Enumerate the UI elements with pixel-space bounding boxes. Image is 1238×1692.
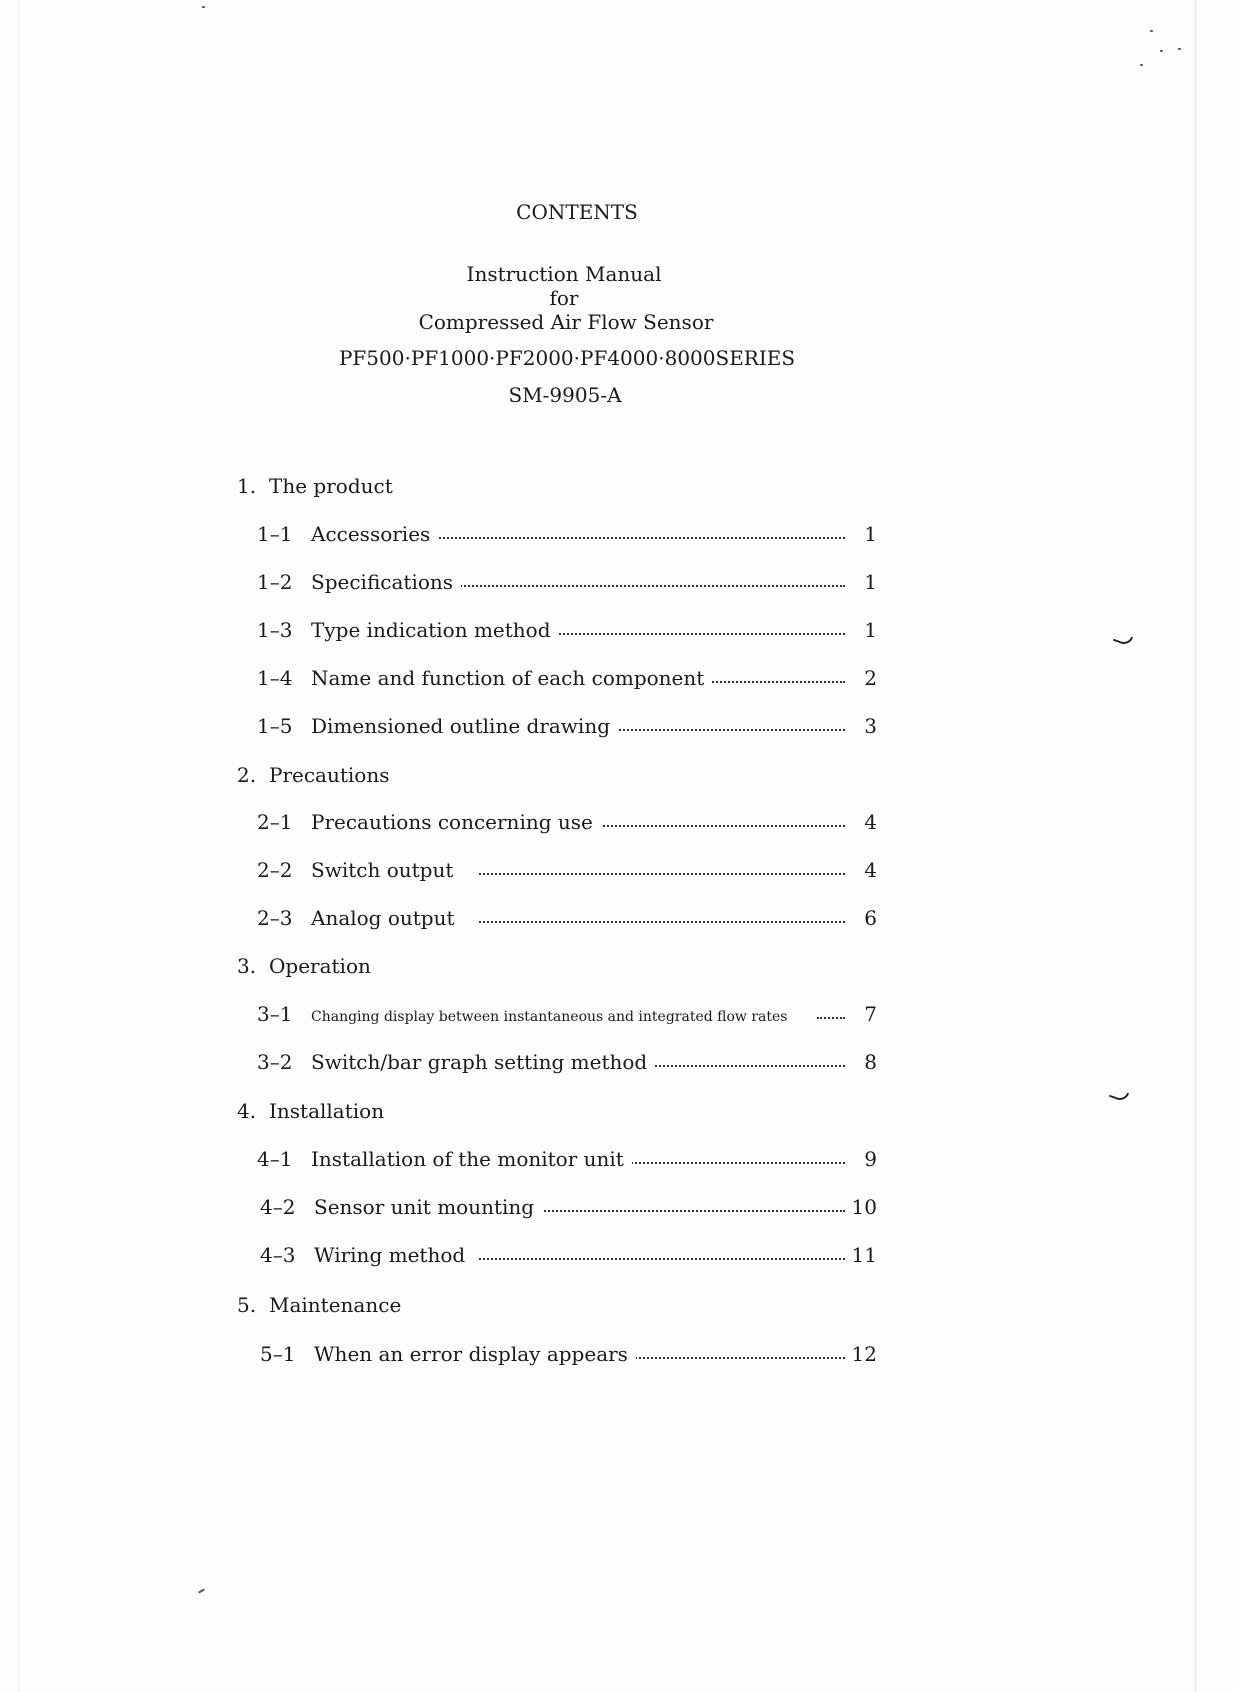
entry-code: 1–3 — [257, 618, 293, 642]
scan-speck — [1140, 64, 1143, 66]
dot-leader — [607, 1162, 845, 1164]
entry-code: 4–1 — [257, 1147, 293, 1171]
toc-entry[interactable] — [257, 1002, 877, 1026]
entry-code: 1–5 — [257, 714, 293, 738]
entry-title: Type indication method — [311, 618, 559, 642]
dot-leader — [582, 825, 845, 827]
entry-title: Sensor unit mounting — [314, 1195, 542, 1219]
document-code: SM-9905-A — [508, 383, 622, 407]
entry-page-number: 1 — [864, 522, 877, 546]
entry-page-number: 11 — [851, 1243, 877, 1267]
toc-entry[interactable] — [257, 1147, 877, 1171]
entry-title: Dimensioned outline drawing — [311, 714, 618, 738]
entry-title: Analog output — [311, 906, 463, 930]
dot-leader — [437, 585, 845, 587]
dot-leader — [535, 633, 845, 635]
dot-leader — [619, 729, 845, 731]
entry-title: Name and function of each component — [311, 666, 712, 690]
toc-entry[interactable] — [257, 1243, 877, 1267]
toc-entry[interactable] — [257, 522, 877, 546]
entry-page-number: 6 — [864, 906, 877, 930]
scan-speck — [202, 6, 205, 8]
entry-title: Switch output — [311, 858, 461, 882]
dot-leader — [479, 921, 845, 923]
dot-leader — [817, 1017, 845, 1019]
entry-title: When an error display appears — [314, 1342, 636, 1366]
entry-page-number: 8 — [864, 1050, 877, 1074]
entry-title: Specifications — [311, 570, 461, 594]
toc-entry[interactable] — [257, 906, 877, 930]
entry-code: 2–2 — [257, 858, 293, 882]
entry-page-number: 12 — [851, 1342, 877, 1366]
scan-speck — [1178, 48, 1181, 50]
scan-speck — [1160, 50, 1163, 52]
entry-title: Wiring method — [314, 1243, 473, 1267]
model-series: PF500·PF1000·PF2000·PF4000·8000SERIES — [338, 346, 796, 370]
dot-leader — [612, 1357, 845, 1359]
scan-speck — [1150, 30, 1153, 32]
section-heading — [237, 1099, 384, 1123]
scan-mark — [1109, 1087, 1129, 1103]
entry-title: Accessories — [311, 522, 438, 546]
manual-title-line2: for — [549, 286, 579, 310]
scan-mark — [1113, 631, 1133, 647]
toc-entry[interactable] — [257, 858, 877, 882]
toc-entry[interactable] — [257, 1050, 877, 1074]
entry-code: 2–1 — [257, 810, 293, 834]
toc-entry[interactable] — [257, 618, 877, 642]
entry-code: 5–1 — [260, 1342, 296, 1366]
section-number: 3. — [237, 954, 257, 978]
toc-entry[interactable] — [257, 1195, 877, 1219]
section-heading — [237, 1293, 401, 1317]
entry-page-number: 4 — [864, 810, 877, 834]
entry-title: Changing display between instantaneous and integrated flow rates — [311, 1005, 796, 1029]
entry-title: Switch/bar graph setting method — [311, 1050, 655, 1074]
section-number: 2. — [237, 763, 257, 787]
dot-leader — [407, 537, 845, 539]
section-number: 4. — [237, 1099, 257, 1123]
toc-entry[interactable] — [257, 666, 877, 690]
dot-leader — [529, 1210, 845, 1212]
scan-edge-left — [18, 0, 19, 1692]
entry-page-number: 1 — [864, 570, 877, 594]
entry-code: 3–1 — [257, 1002, 293, 1026]
entry-code: 2–3 — [257, 906, 293, 930]
toc-entry[interactable] — [257, 570, 877, 594]
section-heading — [237, 954, 371, 978]
dot-leader — [635, 1065, 845, 1067]
section-number: 5. — [237, 1293, 257, 1317]
dot-leader — [479, 873, 845, 875]
toc-entry[interactable] — [257, 714, 877, 738]
entry-page-number: 1 — [864, 618, 877, 642]
section-title: Operation — [269, 954, 371, 978]
entry-code: 3–2 — [257, 1050, 293, 1074]
section-number: 1. — [237, 474, 257, 498]
section-title: Precautions — [269, 763, 390, 787]
entry-page-number: 3 — [864, 714, 877, 738]
contents-title: CONTENTS — [516, 200, 638, 224]
dot-leader — [479, 1258, 845, 1260]
entry-title: Installation of the monitor unit — [311, 1147, 632, 1171]
section-heading — [237, 474, 393, 498]
section-title: The product — [269, 474, 393, 498]
entry-page-number: 9 — [864, 1147, 877, 1171]
manual-title-line3: Compressed Air Flow Sensor — [418, 310, 714, 334]
entry-page-number: 10 — [851, 1195, 877, 1219]
entry-code: 4–3 — [260, 1243, 296, 1267]
section-title: Installation — [269, 1099, 385, 1123]
entry-code: 4–2 — [260, 1195, 296, 1219]
entry-page-number: 4 — [864, 858, 877, 882]
entry-page-number: 2 — [864, 666, 877, 690]
entry-code: 1–2 — [257, 570, 293, 594]
toc-entry[interactable] — [257, 810, 877, 834]
toc-entry[interactable] — [257, 1342, 877, 1366]
entry-code: 1–4 — [257, 666, 293, 690]
section-title: Maintenance — [269, 1293, 402, 1317]
entry-title: Precautions concerning use — [311, 810, 601, 834]
scan-edge-right — [1195, 0, 1196, 1692]
section-heading — [237, 763, 389, 787]
manual-title-line1: Instruction Manual — [466, 262, 662, 286]
entry-page-number: 7 — [864, 1002, 877, 1026]
entry-code: 1–1 — [257, 522, 293, 546]
scan-speck — [198, 1588, 205, 1593]
